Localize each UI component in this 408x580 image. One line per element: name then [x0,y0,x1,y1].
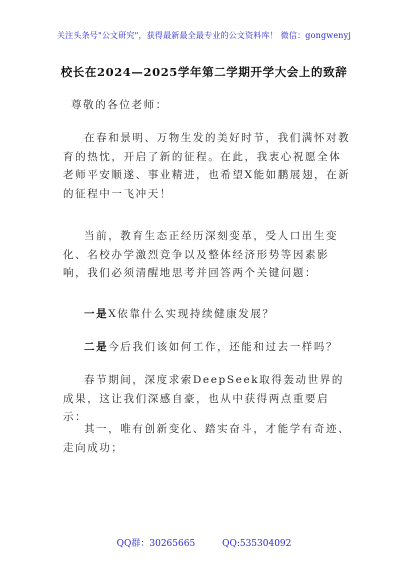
paragraph-3: 春节期间，深度求索DeepSeek取得轰动世界的成果，这让我们深感自豪，也从中获得两点重要启示： [63,374,344,423]
greeting-text: 尊敬的各位老师： [71,99,168,111]
question-2-lead: 二是 [84,341,109,353]
footer-contacts [0,536,408,549]
footer-qq: QQ:535304092 [222,539,292,549]
question-2 [63,338,353,357]
paragraph-1: 在春和景明、万物生发的美好时节，我们满怀对教育的热忱，开启了新的征程。在此，我衷心祝愿全体老师平安顺遂、事业精进，也希望X能如鹏展翅，在新的征程中一飞冲天！ [63,132,351,200]
header-note: 关注头条号"公文研究"，获得最新最全最专业的公文资料库！ 微信：gongwenyj [56,31,352,40]
paragraph-4: 其一，唯有创新变化、踏实奋斗，才能学有奇迹、走向成功； [63,423,351,454]
document-title: 校长在2024—2025学年第二学期开学大会上的致辞 [60,65,348,79]
paragraph-2: 当前，教育生态正经历深刻变革，受人口出生变化、名校办学激烈竞争以及整体经济形势等因素影响，我们必须清醒地思考并回答两个关键问题： [63,230,339,279]
footer-qq-group: QQ群：30265665 [116,539,196,549]
greeting [63,96,353,115]
question-2-text: 今后我们该如何工作，还能和过去一样吗？ [108,341,339,353]
question-1-lead: 一是 [84,308,109,320]
question-1 [63,305,353,324]
question-1-text: X依靠什么实现持续健康发展？ [108,308,275,320]
